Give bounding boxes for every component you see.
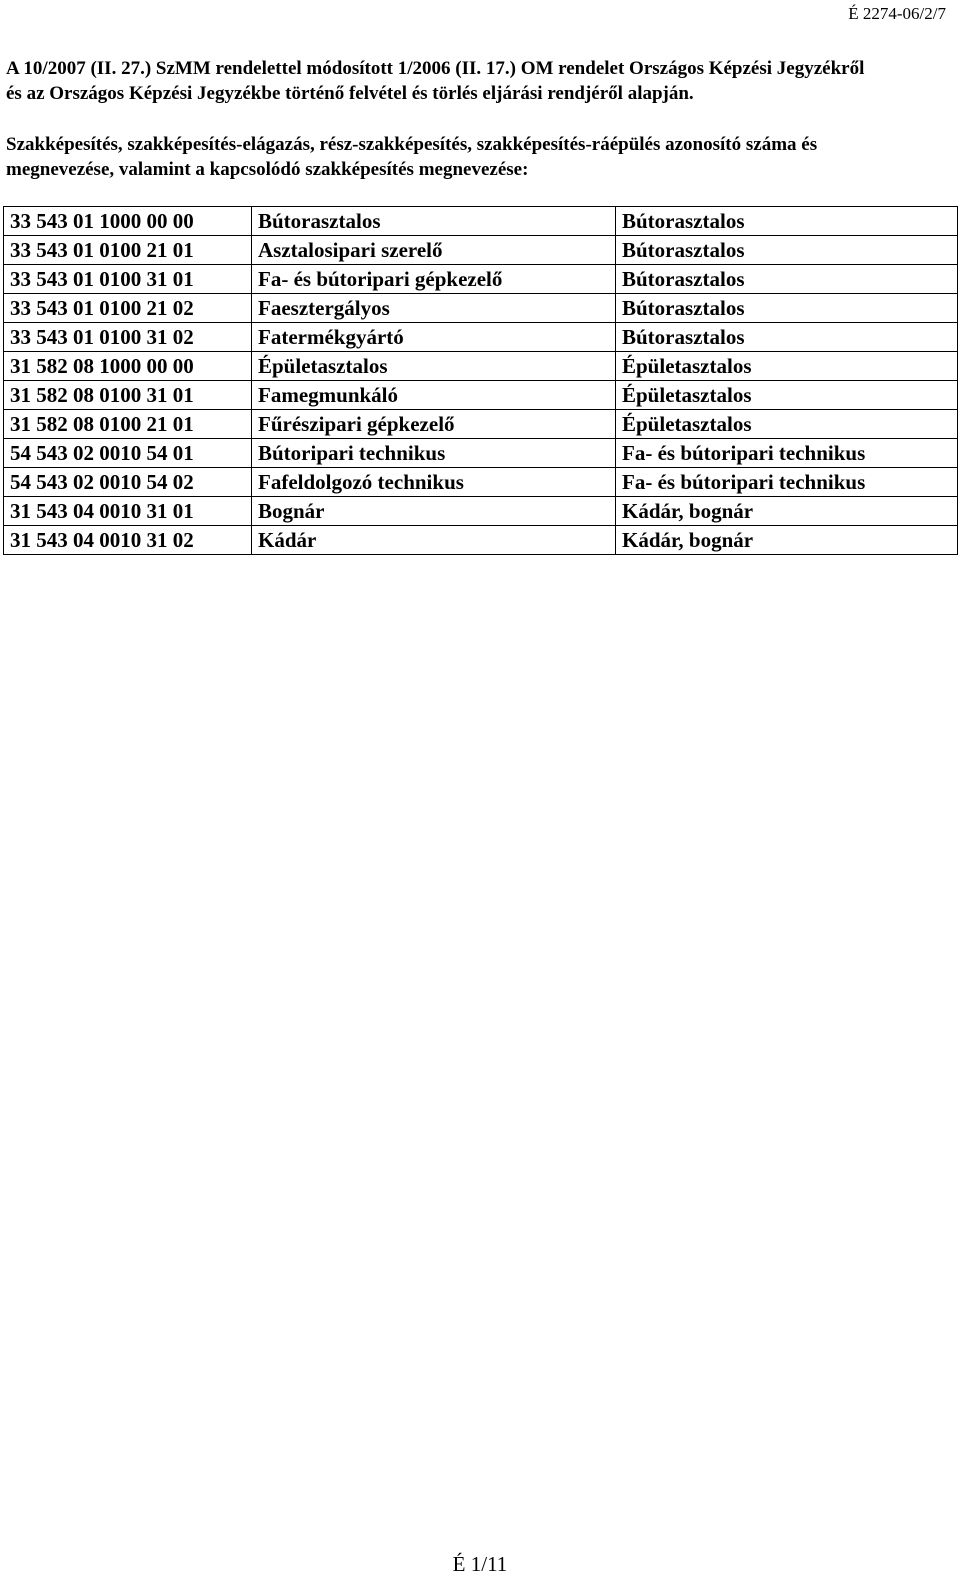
document-code: É 2274-06/2/7 xyxy=(848,4,946,23)
qualification-table xyxy=(3,206,958,555)
table-row xyxy=(4,381,958,410)
qualification-name-cell: Bognár xyxy=(252,497,616,526)
table-row xyxy=(4,265,958,294)
qualification-name-cell: Fűrészipari gépkezelő xyxy=(252,410,616,439)
legal-basis-line-2: és az Országos Képzési Jegyzékbe történő felvétel és törlés eljárási rendjéről alapján. xyxy=(6,83,694,104)
related-qualification-cell: Bútorasztalos xyxy=(616,323,958,352)
qualification-name-cell: Épületasztalos xyxy=(252,352,616,381)
qualification-name-cell: Kádár xyxy=(252,526,616,555)
table-row xyxy=(4,352,958,381)
related-qualification-cell: Épületasztalos xyxy=(616,352,958,381)
table-row xyxy=(4,323,958,352)
table-row xyxy=(4,207,958,236)
qualification-name-cell: Bútorasztalos xyxy=(252,207,616,236)
table-row xyxy=(4,526,958,555)
qualification-code-cell: 33 543 01 0100 31 02 xyxy=(4,323,252,352)
qualification-code-cell: 33 543 01 0100 21 02 xyxy=(4,294,252,323)
qualification-name-cell: Fatermékgyártó xyxy=(252,323,616,352)
qualification-code-cell: 33 543 01 0100 31 01 xyxy=(4,265,252,294)
qualification-name-cell: Asztalosipari szerelő xyxy=(252,236,616,265)
table-row xyxy=(4,468,958,497)
related-qualification-cell: Fa- és bútoripari technikus xyxy=(616,468,958,497)
qualification-code-cell: 31 543 04 0010 31 01 xyxy=(4,497,252,526)
legal-basis-paragraph xyxy=(6,56,946,106)
qualification-code-cell: 54 543 02 0010 54 02 xyxy=(4,468,252,497)
related-qualification-cell: Bútorasztalos xyxy=(616,236,958,265)
qualification-name-cell: Fafeldolgozó technikus xyxy=(252,468,616,497)
qualification-code-cell: 31 582 08 1000 00 00 xyxy=(4,352,252,381)
qualification-table-body xyxy=(4,207,958,555)
related-qualification-cell: Kádár, bognár xyxy=(616,497,958,526)
qualification-description-line-2: megnevezése, valamint a kapcsolódó szakképesítés megnevezése: xyxy=(6,159,529,180)
table-row xyxy=(4,439,958,468)
related-qualification-cell: Bútorasztalos xyxy=(616,207,958,236)
related-qualification-cell: Épületasztalos xyxy=(616,381,958,410)
related-qualification-cell: Fa- és bútoripari technikus xyxy=(616,439,958,468)
table-row xyxy=(4,497,958,526)
related-qualification-cell: Épületasztalos xyxy=(616,410,958,439)
qualification-code-cell: 33 543 01 0100 21 01 xyxy=(4,236,252,265)
qualification-name-cell: Bútoripari technikus xyxy=(252,439,616,468)
qualification-description-line-1: Szakképesítés, szakképesítés-elágazás, rész-szakképesítés, szakképesítés-ráépülés azonosító száma és xyxy=(6,134,818,155)
qualification-name-cell: Fa- és bútoripari gépkezelő xyxy=(252,265,616,294)
qualification-name-cell: Faesztergályos xyxy=(252,294,616,323)
qualification-code-cell: 31 582 08 0100 31 01 xyxy=(4,381,252,410)
qualification-name-cell: Famegmunkáló xyxy=(252,381,616,410)
page-number: É 1/11 xyxy=(452,1552,508,1576)
table-row xyxy=(4,410,958,439)
legal-basis-line-1: A 10/2007 (II. 27.) SzMM rendelettel módosított 1/2006 (II. 17.) OM rendelet Országos Képzési Jegyzékről xyxy=(6,58,865,79)
qualification-description-paragraph xyxy=(6,132,946,182)
related-qualification-cell: Bútorasztalos xyxy=(616,294,958,323)
table-row xyxy=(4,236,958,265)
related-qualification-cell: Kádár, bognár xyxy=(616,526,958,555)
related-qualification-cell: Bútorasztalos xyxy=(616,265,958,294)
qualification-code-cell: 31 582 08 0100 21 01 xyxy=(4,410,252,439)
table-row xyxy=(4,294,958,323)
qualification-code-cell: 31 543 04 0010 31 02 xyxy=(4,526,252,555)
qualification-code-cell: 33 543 01 1000 00 00 xyxy=(4,207,252,236)
qualification-code-cell: 54 543 02 0010 54 01 xyxy=(4,439,252,468)
